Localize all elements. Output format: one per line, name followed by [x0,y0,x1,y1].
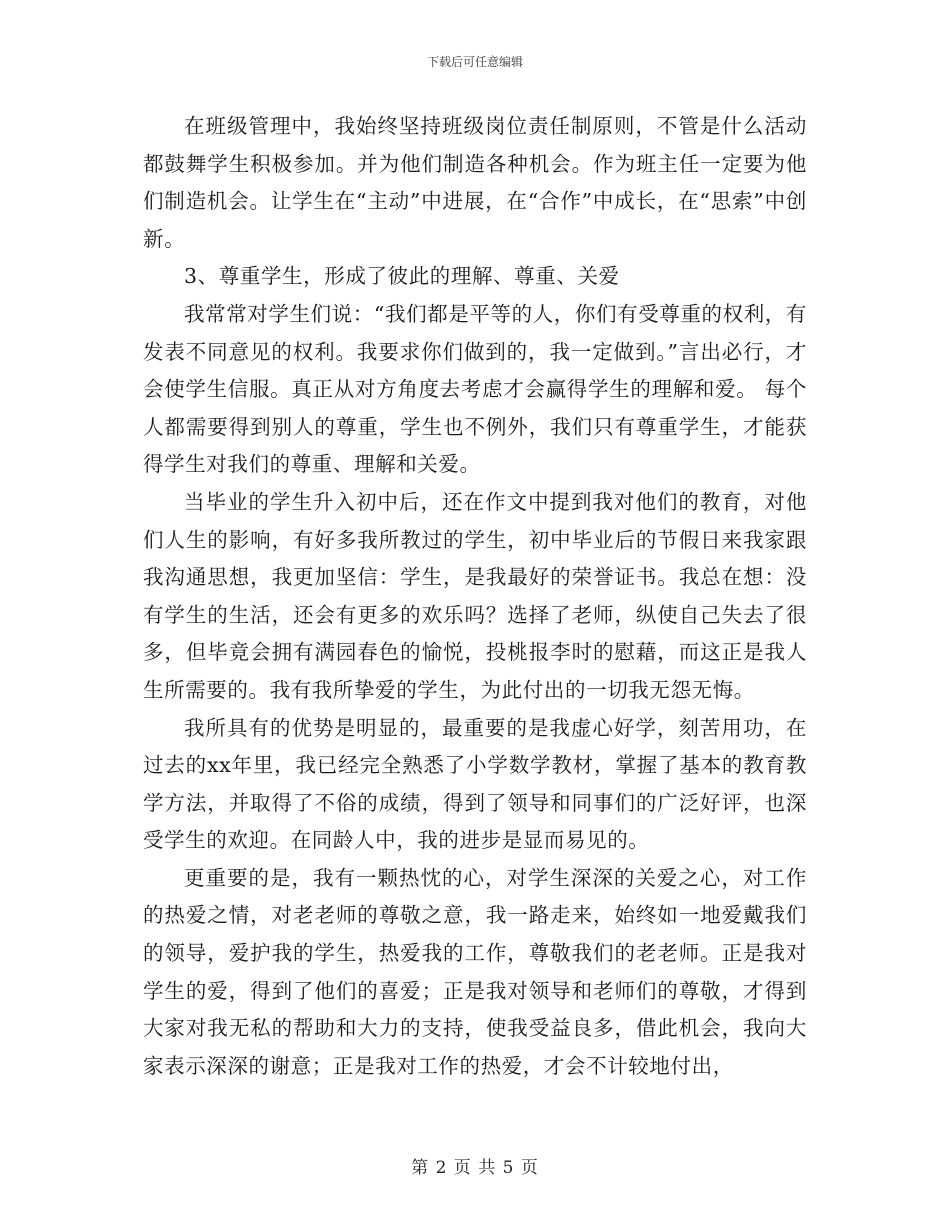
paragraph-advantages: 我所具有的优势是明显的，最重要的是我虚心好学，刻苦用功，在过去的xx年里，我已经完全熟悉了小学数学教材，掌握了基本的教育教学方法，并取得了不俗的成绩，得到了领导和同事们的广泛好评，也深受学生的欢迎。在同龄人中，我的进步是显而易见的。 [143,715,807,853]
header-note: 下载后可任意编辑 [426,55,523,69]
document-body [143,108,807,1085]
paragraph-passion: 更重要的是，我有一颗热忱的心，对学生深深的关爱之心，对工作的热爱之情，对老老师的尊敬之意，我一路走来，始终如一地爱戴我们的领导，爱护我的学生，热爱我的工作，尊敬我们的老老师。正是我对学生的爱，得到了他们的喜爱；正是我对领导和老师们的尊敬，才得到大家对我无私的帮助和大力的支持，使我受益良多，借此机会，我向大家表示深深的谢意；正是我对工作的热爱，才会不计较地付出， [143,865,807,1078]
paragraph-graduates: 当毕业的学生升入初中后，还在作文中提到我对他们的教育，对他们人生的影响，有好多我所教过的学生，初中毕业后的节假日来我家跟我沟通思想，我更加坚信：学生，是我最好的荣誉证书。我总在想：没有学生的生活，还会有更多的欢乐吗？选择了老师，纵使自己失去了很多，但毕竟会拥有满园春色的愉悦，投桃报李时的慰藉，而这正是我人生所需要的。我有我所挚爱的学生，为此付出的一切我无怨无悔。 [143,489,807,702]
paragraph-equal-people: 我常常对学生们说：“我们都是平等的人，你们有受尊重的权利，有发表不同意见的权利。我要求你们做到的，我一定做到。”言出必行，才会使学生信服。真正从对方角度去考虑才会赢得学生的理解和爱。 每个人都需要得到别人的尊重，学生也不例外，我们只有尊重学生，才能获得学生对我们的尊重、理解和关爱。 [143,301,807,477]
paragraph-class-management: 在班级管理中，我始终坚持班级岗位责任制原则，不管是什么活动都鼓舞学生积极参加。并为他们制造各种机会。作为班主任一定要为他们制造机会。让学生在“主动”中进展，在“合作”中成长，在“思索”中创新。 [143,114,807,251]
section-heading-respect-students: 3、尊重学生，形成了彼此的理解、尊重、关爱 [184,264,620,289]
page-number: 第 2 页 共 5 页 [411,1158,539,1178]
